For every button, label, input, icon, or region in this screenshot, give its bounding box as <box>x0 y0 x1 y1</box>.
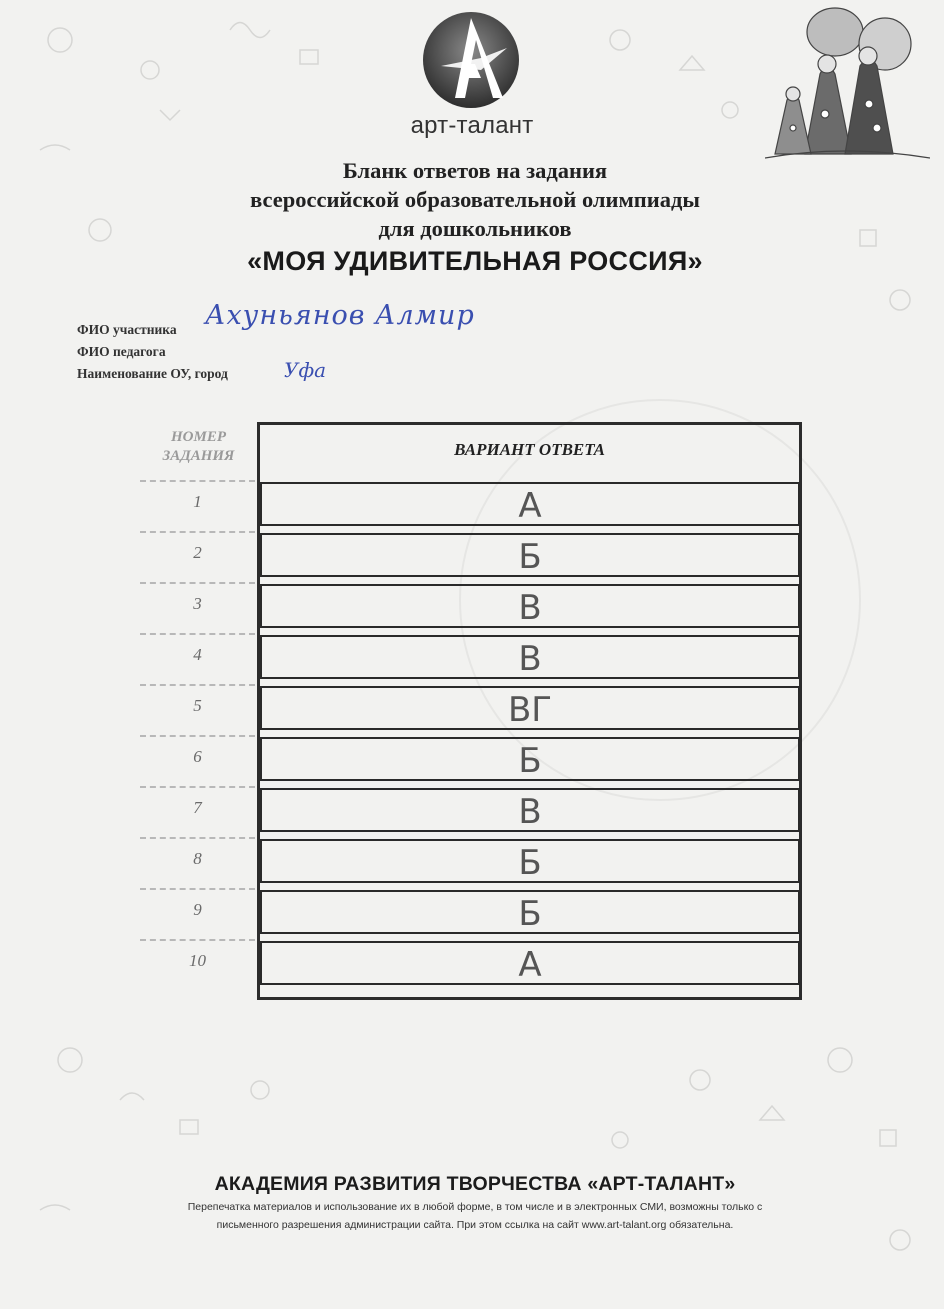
task-number: 5 <box>193 696 202 715</box>
row-divider <box>140 786 255 788</box>
row-divider <box>140 888 255 890</box>
answer-row <box>140 939 810 990</box>
teacher-label: ФИО педагога <box>77 344 166 359</box>
copyright-line-1: Перепечатка материалов и использование их в любой форме, в том числе и в электронных СМИ, возможны только с <box>187 1201 763 1213</box>
answer-row <box>140 888 810 939</box>
participant-field[interactable] <box>77 300 637 338</box>
row-divider <box>140 939 255 941</box>
participant-handwritten-value: Ахуньянов Алмир <box>205 300 475 331</box>
sheet-header <box>170 156 780 276</box>
answer-row <box>140 480 810 531</box>
task-number: 10 <box>189 951 206 970</box>
handwritten-answer: Б <box>518 741 542 781</box>
number-column-header: НОМЕР ЗАДАНИЯ <box>162 429 235 464</box>
answer-row <box>140 633 810 684</box>
header-line-1: Бланк ответов на задания <box>342 158 608 183</box>
task-number: 2 <box>193 543 202 562</box>
sheet-footer <box>90 1173 860 1232</box>
answer-row <box>140 735 810 786</box>
handwritten-answer: В <box>518 792 542 832</box>
participant-fields <box>77 300 637 382</box>
row-divider <box>140 531 255 533</box>
logo-wordmark: арт-талант <box>410 112 534 139</box>
answer-row <box>140 786 810 837</box>
header-line-3: для дошкольников <box>378 216 572 241</box>
row-divider <box>140 582 255 584</box>
handwritten-answer: Б <box>518 537 542 577</box>
school-handwritten-value: Уфа <box>284 358 327 382</box>
task-number: 7 <box>193 798 202 817</box>
handwritten-answer: В <box>518 639 542 679</box>
handwritten-answer: А <box>518 486 542 526</box>
row-divider <box>140 480 255 482</box>
answer-row <box>140 684 810 735</box>
row-divider <box>140 684 255 686</box>
participant-label: ФИО участника <box>77 322 177 337</box>
task-number: 1 <box>193 492 202 511</box>
copyright-line-2: письменного разрешения администрации сайта. При этом ссылка на сайт www.art-talant.org обязательна. <box>216 1219 734 1231</box>
task-number: 8 <box>193 849 202 868</box>
answer-row <box>140 582 810 633</box>
handwritten-answer: А <box>518 945 542 985</box>
school-label: Наименование ОУ, город <box>77 366 228 381</box>
olympiad-title: «МОЯ УДИВИТЕЛЬНАЯ РОССИЯ» <box>247 246 703 276</box>
handwritten-answer: ВГ <box>507 690 553 730</box>
school-field[interactable] <box>77 360 637 382</box>
matryoshka-illustration-icon <box>765 4 930 164</box>
teacher-field[interactable] <box>77 338 637 360</box>
task-number: 6 <box>193 747 202 766</box>
answer-row <box>140 531 810 582</box>
row-divider <box>140 735 255 737</box>
row-divider <box>140 837 255 839</box>
handwritten-answer: Б <box>518 843 542 883</box>
task-number: 9 <box>193 900 202 919</box>
handwritten-answer: В <box>518 588 542 628</box>
answer-column-header: ВАРИАНТ ОТВЕТА <box>454 440 605 459</box>
answer-row <box>140 837 810 888</box>
header-line-2: всероссийской образовательной олимпиады <box>250 187 700 212</box>
academy-name: АКАДЕМИЯ РАЗВИТИЯ ТВОРЧЕСТВА «АРТ-ТАЛАНТ» <box>214 1173 736 1195</box>
task-number: 4 <box>193 645 202 664</box>
handwritten-answer: Б <box>518 894 542 934</box>
row-divider <box>140 633 255 635</box>
art-talant-logo-icon <box>421 4 521 116</box>
task-number: 3 <box>193 594 202 613</box>
answers-table <box>140 418 810 1003</box>
